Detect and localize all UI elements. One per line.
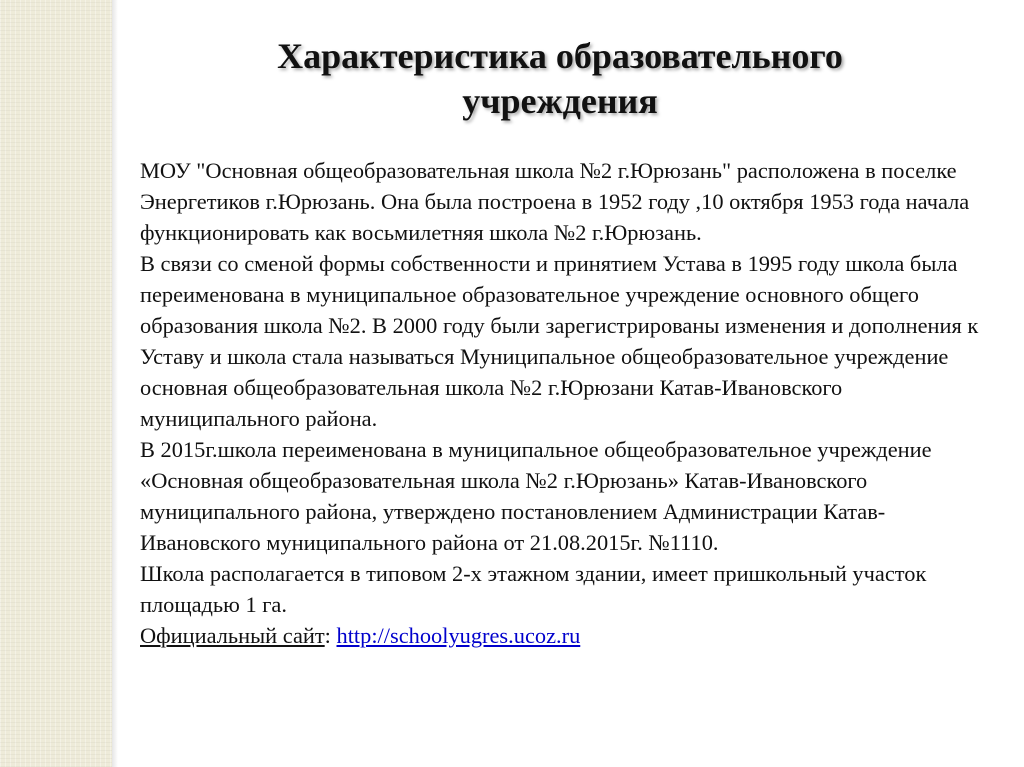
- official-site-colon: :: [324, 623, 337, 648]
- official-site-line: [140, 620, 1000, 651]
- left-band-shadow: [112, 0, 118, 767]
- title-line-2: учреждения: [462, 81, 658, 121]
- slide-body: [140, 155, 1000, 651]
- official-site-link[interactable]: http://schoolyugres.ucoz.ru: [336, 623, 581, 648]
- paragraph-history: МОУ "Основная общеобразовательная школа №2 г.Юрюзань" расположена в поселке Энергетиков г.Юрюзань. Она была построена в 1952 году ,10 октября 1953 года начала функционировать как восьмилетняя школа №2 г.Юрюзань.: [140, 158, 970, 245]
- paragraph-renaming-2015: В 2015г.школа переименована в муниципальное общеобразовательное учреждение «Основная общеобразовательная школа №2 г.Юрюзань» Катав-Ивановского муниципального района, утверждено постановлением Администрации Катав-Ивановского муниципального района от 21.08.2015г. №1110.: [140, 437, 932, 555]
- official-site-label: Официальный сайт: [140, 623, 325, 648]
- paragraph-building: Школа располагается в типовом 2-х этажном здании, имеет пришкольный участок площадью 1 га.: [140, 561, 927, 617]
- paragraph-renaming-1995: В связи со сменой формы собственности и принятием Устава в 1995 году школа была переименована в муниципальное образовательное учреждение основного общего образования школа №2. В 2000 году были зарегистрированы изменения и дополнения к Уставу и школа стала называться Муниципальное общеобразовательное учреждение основная общеобразовательная школа №2 г.Юрюзани Катав-Ивановского муниципального района.: [140, 251, 979, 431]
- decorative-left-band: [0, 0, 112, 767]
- slide-title: [150, 34, 970, 124]
- title-line-1: Характеристика образовательного: [277, 36, 843, 76]
